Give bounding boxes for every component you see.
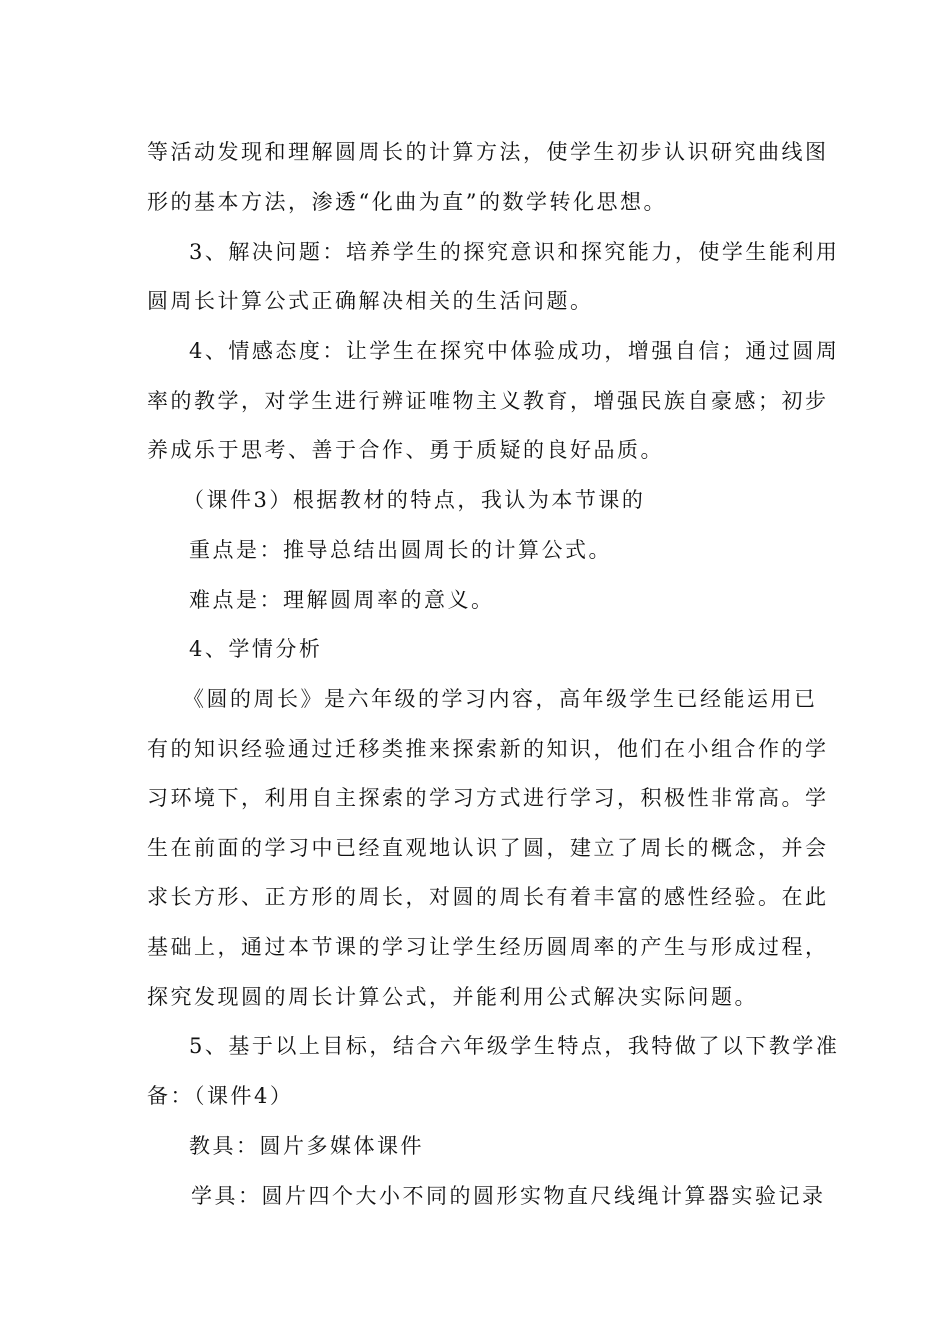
- text-line: 5、基于以上目标，结合六年级学生特点，我特做了以下教学准: [189, 1034, 840, 1058]
- text-line: 基础上，通过本节课的学习让学生经历圆周率的产生与形成过程，: [147, 935, 829, 959]
- text-line: 难点是：理解圆周率的意义。: [189, 588, 495, 612]
- text-line: 等活动发现和理解圆周长的计算方法，使学生初步认识研究曲线图: [147, 140, 829, 164]
- text-line: 率的教学，对学生进行辨证唯物主义教育，增强民族自豪感；初步: [147, 389, 829, 413]
- text-line: 重点是：推导总结出圆周长的计算公式。: [189, 538, 612, 562]
- text-line: 4、学情分析: [189, 637, 323, 661]
- text-line: 教具：圆片多媒体课件: [189, 1134, 424, 1158]
- text-line: 备：（课件4）: [147, 1084, 294, 1108]
- text-line: （课件3）根据教材的特点，我认为本节课的: [183, 488, 646, 512]
- text-line: 养成乐于思考、善于合作、勇于质疑的良好品质。: [147, 438, 664, 462]
- text-line: 圆周长计算公式正确解决相关的生活问题。: [147, 289, 594, 313]
- text-line: 有的知识经验通过迁移类推来探索新的知识，他们在小组合作的学: [147, 737, 829, 761]
- text-line: 学具：圆片四个大小不同的圆形实物直尺线绳计算器实验记录: [191, 1184, 826, 1208]
- text-line: 生在前面的学习中已经直观地认识了圆，建立了周长的概念，并会: [147, 836, 829, 860]
- text-line: 4、情感态度：让学生在探究中体验成功，增强自信；通过圆周: [189, 339, 840, 363]
- text-line: 《圆的周长》是六年级的学习内容，高年级学生已经能运用已: [183, 687, 818, 711]
- text-line: 习环境下，利用自主探索的学习方式进行学习，积极性非常高。学: [147, 786, 829, 810]
- text-line: 探究发现圆的周长计算公式，并能利用公式解决实际问题。: [147, 985, 758, 1009]
- text-line: 3、解决问题：培养学生的探究意识和探究能力，使学生能利用: [189, 240, 840, 264]
- text-line: 求长方形、正方形的周长，对圆的周长有着丰富的感性经验。在此: [147, 885, 829, 909]
- text-line: 形的基本方法，渗透“化曲为直”的数学转化思想。: [147, 190, 667, 214]
